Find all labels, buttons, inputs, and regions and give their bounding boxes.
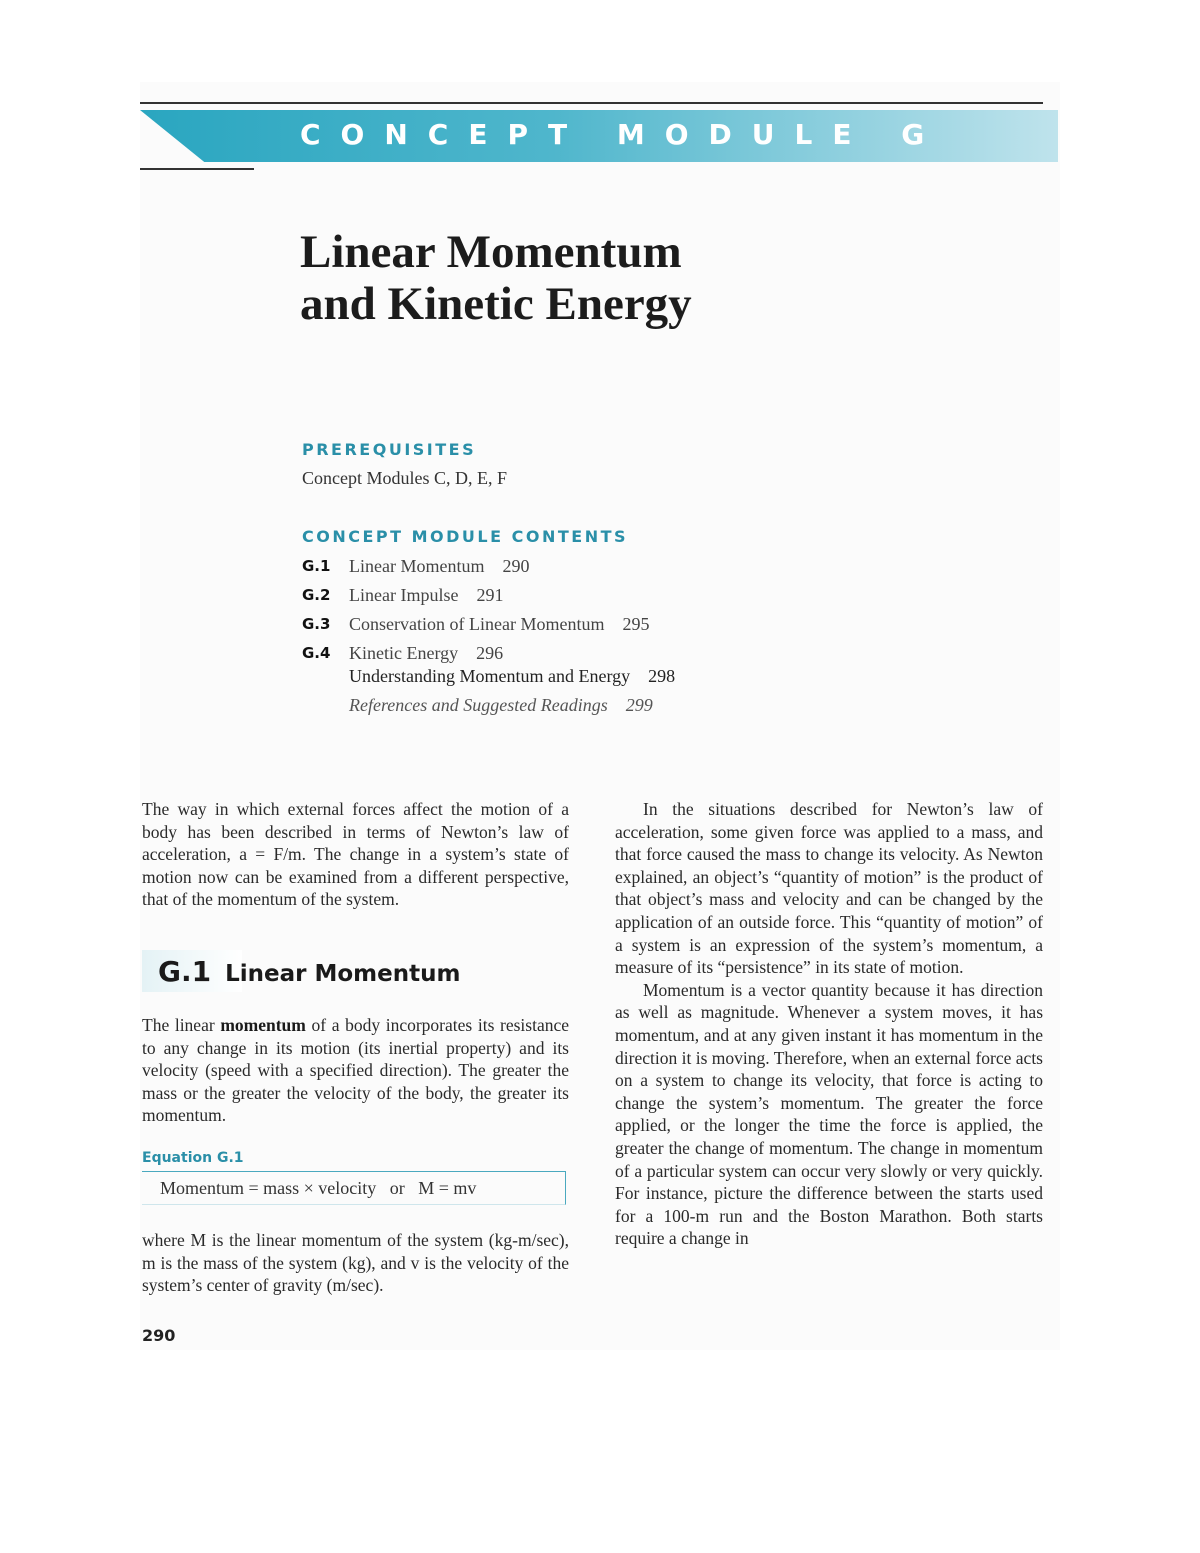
definition-text-rest: of a body incorporates its resistance to any change in its motion (its inertial property) and its velocity (speed with a specified direction). The greater the mass or the greater the velocity of the body, the greater its momentum. [142,1015,569,1126]
equation-label: Equation G.1 [142,1150,244,1166]
banner-text: CONCEPT MODULE G [300,118,945,151]
definition-keyword: momentum [220,1015,306,1035]
contents-item-number: G.3 [302,615,331,633]
intro-text: The way in which external forces affect the motion of a body has been described in terms of Newton’s law of acceleration, a = F/m. The change in a system’s state of motion now can be examined from a different perspective, that of the momentum of the system. [142,799,569,910]
contents-extra-page: 299 [625,695,653,715]
title-line-1: Linear Momentum [300,226,682,278]
contents-item [302,556,762,585]
contents-item-number: G.2 [302,586,331,604]
contents-item [302,614,762,643]
contents-list [302,556,762,730]
right-paragraph-1: In the situations described for Newton’s law of acceleration, some given force was applied to a mass, and that force caused the mass to change its velocity. As Newton explained, an object’s “quantity of motion” is the product of that object’s mass and velocity and can be changed by the application of an outside force. This “quantity of motion” of a system is an expression of the system’s momentum, a measure of its “persistence” in its state of motion. [615,799,1043,978]
contents-heading: CONCEPT MODULE CONTENTS [302,527,629,546]
right-column [615,798,1043,1250]
equation-explanation-paragraph [142,1229,569,1297]
contents-extra-page: 298 [648,666,676,686]
title-line-2: and Kinetic Energy [300,278,692,330]
contents-item-title: Conservation of Linear Momentum [349,614,605,634]
section-title: Linear Momentum [225,961,461,987]
contents-item-page: 296 [476,643,504,663]
contents-item-title: Linear Impulse [349,585,459,605]
contents-extra-title: Understanding Momentum and Energy [349,666,631,686]
intro-paragraph [142,798,569,911]
prerequisites-text: Concept Modules C, D, E, F [302,468,507,488]
equation-text: Momentum = mass × velocity or M = mv [160,1178,477,1198]
contents-item-page: 290 [502,556,530,576]
contents-item-title: Linear Momentum [349,556,485,576]
equation-explanation-text: where M is the linear momentum of the system (kg-m/sec), m is the mass of the system (kg), and v is the velocity of the system’s center of gravity (m/sec). [142,1230,569,1296]
contents-item-number: G.1 [302,557,331,575]
contents-item-title: Kinetic Energy [349,643,459,663]
contents-extra-title: References and Suggested Readings [349,695,608,715]
definition-text-start: The linear [142,1015,221,1035]
section-heading [158,955,460,988]
momentum-definition-paragraph [142,1014,569,1127]
banner-underline [140,168,254,170]
prerequisites-heading: PREREQUISITES [302,440,477,459]
section-number: G.1 [158,955,212,988]
contents-extra-item [302,695,762,730]
contents-item-page: 291 [476,585,504,605]
contents-item [302,585,762,614]
page-number: 290 [142,1326,176,1345]
right-paragraph-2: Momentum is a vector quantity because it has direction as well as magnitude. Whenever a system moves, it has momentum, and at any given instant it has momentum in the direction it is moving. Therefore, when an external force acts on a system to change its velocity, that force is acting to change the system’s momentum. The greater the force applied, or the longer the time the force is applied, the greater the change of momentum. The change in momentum of a particular system can occur very slowly or very quickly. For instance, picture the difference between the starts used for a 100-m run and the Boston Marathon. Both starts require a change in [615,979,1043,1249]
contents-item-page: 295 [622,614,650,634]
contents-item-number: G.4 [302,644,331,662]
page-title [300,226,692,330]
top-rule [140,102,1043,104]
